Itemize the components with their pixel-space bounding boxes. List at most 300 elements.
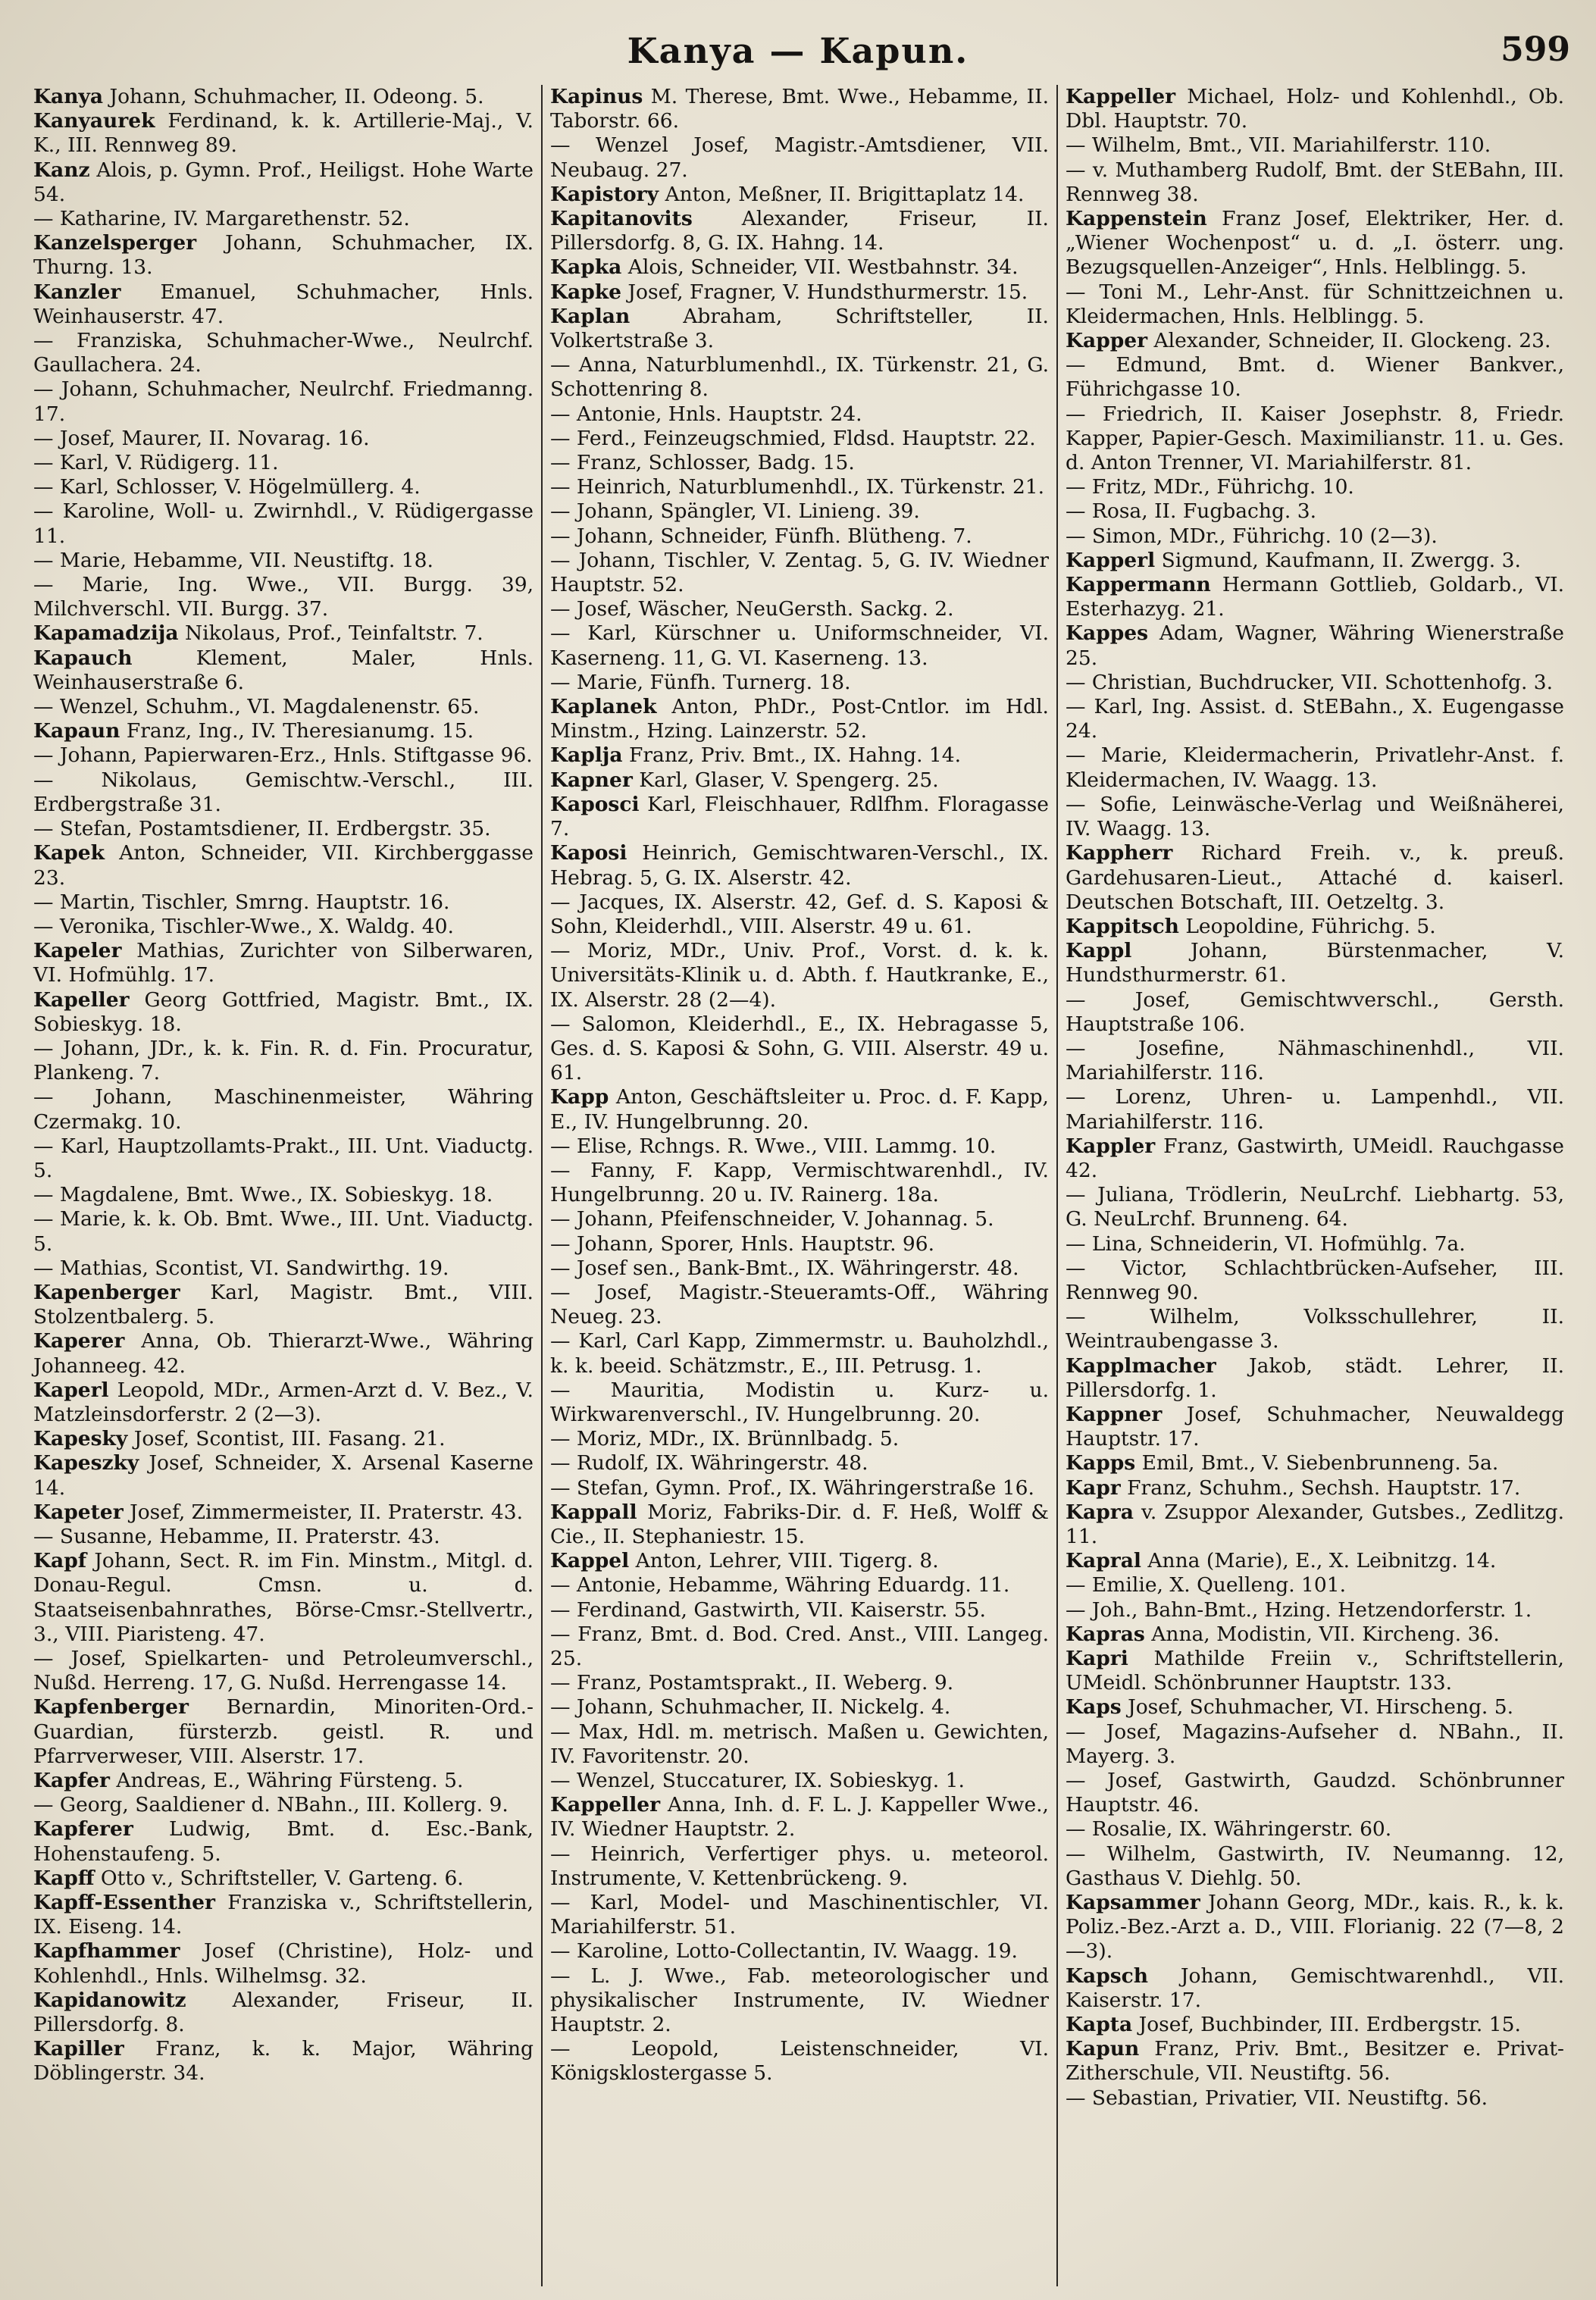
entry-details: Josef, Scontist, III. Fasang. 21. bbox=[133, 1427, 446, 1451]
entry-details: — Wilhelm, Volksschullehrer, II. Weintraubengasse 3. bbox=[1066, 1305, 1564, 1353]
directory-entry bbox=[33, 1939, 534, 1988]
directory-entry bbox=[33, 1183, 534, 1207]
directory-entry bbox=[550, 305, 1049, 353]
directory-entry bbox=[550, 353, 1049, 402]
entry-details: Mathias, Zurichter von Silberwaren, VI. Hofmühlg. 17. bbox=[33, 939, 534, 987]
directory-entry bbox=[1066, 158, 1564, 207]
directory-entry bbox=[33, 1647, 534, 1695]
entry-details: — Marie, Fünfh. Turnerg. 18. bbox=[550, 670, 851, 694]
entry-surname: Kapauch bbox=[33, 646, 133, 670]
entry-details: Franziska v., Schriftstellerin, IX. Eiseng. 14. bbox=[33, 1891, 534, 1939]
entry-surname: Kaperer bbox=[33, 1329, 125, 1353]
directory-entry bbox=[550, 183, 1049, 207]
entry-surname: Kapinus bbox=[550, 85, 643, 108]
directory-entry bbox=[33, 841, 534, 890]
entry-details: — Victor, Schlachtbrücken-Aufseher, III. Rennweg 90. bbox=[1066, 1256, 1564, 1304]
directory-entry bbox=[550, 255, 1049, 280]
entry-details: — Johann, Spängler, VI. Linieng. 39. bbox=[550, 499, 920, 524]
entry-surname: Kappeller bbox=[1066, 85, 1176, 108]
directory-entry bbox=[33, 280, 534, 329]
directory-entry bbox=[1066, 475, 1564, 499]
directory-entry bbox=[550, 793, 1049, 841]
directory-entry bbox=[550, 1720, 1049, 1769]
entry-details: Johann, Bürstenmacher, V. Hundsthurmerstr. 61. bbox=[1066, 939, 1564, 987]
directory-entry bbox=[33, 915, 534, 939]
entry-details: — Franz, Postamtsprakt., II. Weberg. 9. bbox=[550, 1671, 954, 1695]
directory-entry bbox=[1066, 915, 1564, 939]
entry-details: — Friedrich, II. Kaiser Josephstr. 8, Friedr. Kapper, Papier-Gesch. Maximilianstr. 11. u. Ges. d. Anton Trenner, VI. Mariahilferstr. 81. bbox=[1066, 402, 1564, 475]
entry-details: — Marie, Kleidermacherin, Privatlehr-Anst. f. Kleidermachen, IV. Waagg. 13. bbox=[1066, 743, 1564, 792]
directory-entry bbox=[550, 2037, 1049, 2086]
entry-details: — Stefan, Postamtsdiener, II. Erdbergstr. 35. bbox=[33, 817, 491, 841]
entry-surname: Kapner bbox=[550, 768, 633, 792]
entry-details: — Sebastian, Privatier, VII. Neustiftg. 56. bbox=[1066, 2086, 1488, 2110]
entry-details: — Susanne, Hebamme, II. Praterstr. 43. bbox=[33, 1524, 440, 1548]
directory-entry bbox=[550, 280, 1049, 305]
directory-entry bbox=[550, 1476, 1049, 1500]
entry-surname: Kanz bbox=[33, 158, 90, 182]
entry-surname: Kapr bbox=[1066, 1475, 1121, 1500]
directory-entry bbox=[550, 1793, 1049, 1842]
entry-details: Klement, Maler, Hnls. Weinhauserstraße 6. bbox=[33, 646, 534, 694]
directory-entry bbox=[33, 1451, 534, 1500]
entry-details: — Rudolf, IX. Währingerstr. 48. bbox=[550, 1451, 868, 1475]
entry-surname: Kapfenberger bbox=[33, 1695, 189, 1720]
entry-details: v. Zsuppor Alexander, Gutsbes., Zedlitzg. 11. bbox=[1066, 1500, 1564, 1548]
directory-entry bbox=[33, 158, 534, 207]
entry-details: M. Therese, Bmt. Wwe., Hebamme, II. Taborstr. 66. bbox=[550, 85, 1049, 133]
entry-surname: Kappler bbox=[1066, 1134, 1156, 1158]
entry-details: Alois, p. Gymn. Prof., Heiligst. Hohe Warte 54. bbox=[33, 158, 534, 206]
entry-surname: Kapper bbox=[1066, 329, 1148, 353]
directory-entry bbox=[33, 1695, 534, 1769]
entry-details: Anton, Meßner, II. Brigittaplatz 14. bbox=[665, 182, 1025, 206]
entry-details: — Martin, Tischler, Smrng. Hauptstr. 16. bbox=[33, 890, 450, 914]
entry-details: Karl, Glaser, V. Spengerg. 25. bbox=[639, 768, 939, 792]
directory-entry bbox=[33, 1549, 534, 1647]
entry-surname: Kapke bbox=[550, 280, 621, 304]
entry-details: Moriz, Fabriks-Dir. d. F. Heß, Wolff & Cie., II. Stephaniestr. 15. bbox=[550, 1500, 1049, 1548]
entry-details: — Karl, Carl Kapp, Zimmermstr. u. Bauholzhdl., k. k. beeid. Schätzmstr., E., III. Petrusg. 1. bbox=[550, 1329, 1049, 1378]
directory-entry bbox=[550, 1891, 1049, 1939]
directory-entry bbox=[33, 549, 534, 573]
entry-details: — Joh., Bahn-Bmt., Hzing. Hetzendorferstr. 1. bbox=[1066, 1597, 1532, 1622]
entry-details: — Josef sen., Bank-Bmt., IX. Währingerstr. 48. bbox=[550, 1256, 1019, 1280]
directory-entry bbox=[1066, 207, 1564, 280]
entry-details: — Karoline, Lotto-Collectantin, IV. Waagg. 19. bbox=[550, 1939, 1018, 1964]
entry-details: — Lorenz, Uhren- u. Lampenhdl., VII. Mariahilferstr. 116. bbox=[1066, 1085, 1564, 1134]
entry-details: — Christian, Buchdrucker, VII. Schottenhofg. 3. bbox=[1066, 670, 1554, 694]
entry-details: — Johann, Papierwaren-Erz., Hnls. Stiftgasse 96. bbox=[33, 743, 533, 768]
directory-entry bbox=[1066, 1891, 1564, 1964]
directory-entry bbox=[550, 1159, 1049, 1207]
entry-surname: Kapka bbox=[550, 255, 622, 280]
entry-surname: Kapfhammer bbox=[33, 1939, 180, 1964]
entry-surname: Kappenstein bbox=[1066, 207, 1207, 231]
directory-entry bbox=[550, 1939, 1049, 1964]
entry-surname: Kapferer bbox=[33, 1817, 133, 1842]
directory-entry bbox=[33, 1329, 534, 1378]
directory-entry bbox=[1066, 85, 1564, 133]
page-number: 599 bbox=[1501, 30, 1570, 69]
entry-details: Josef, Zimmermeister, II. Praterstr. 43. bbox=[130, 1500, 524, 1524]
entry-details: — Heinrich, Verfertiger phys. u. meteorol. Instrumente, V. Kettenbrückeng. 9. bbox=[550, 1842, 1049, 1890]
directory-entry bbox=[33, 890, 534, 915]
entry-surname: Kaplan bbox=[550, 304, 631, 328]
entry-surname: Kapistory bbox=[550, 182, 659, 206]
directory-entry bbox=[1066, 1695, 1564, 1720]
entry-details: Bernardin, Minoriten-Ord.-Guardian, fürsterzb. geistl. R. und Pfarrverweser, VIII. Alserstr. 17. bbox=[33, 1695, 534, 1768]
entry-details: — Heinrich, Naturblumenhdl., IX. Türkenstr. 21. bbox=[550, 475, 1045, 499]
entry-details: Johann, Schuhmacher, IX. Thurng. 13. bbox=[33, 231, 534, 280]
directory-entry bbox=[33, 1207, 534, 1256]
directory-entry bbox=[33, 988, 534, 1037]
directory-entry bbox=[1066, 2013, 1564, 2037]
entry-details: — Emilie, X. Quelleng. 101. bbox=[1066, 1573, 1347, 1597]
entry-details: — Franz, Bmt. d. Bod. Cred. Anst., VIII. Langeg. 25. bbox=[550, 1622, 1049, 1670]
entry-details: — Johann, Schuhmacher, Neulrchf. Friedmanng. 17. bbox=[33, 377, 534, 426]
entry-surname: Kappitsch bbox=[1066, 914, 1179, 938]
directory-entry bbox=[33, 475, 534, 499]
entry-details: — Toni M., Lehr-Anst. für Schnittzeichnen u. Kleidermachen, Hnls. Helblingg. 5. bbox=[1066, 280, 1564, 328]
directory-entry bbox=[33, 1427, 534, 1451]
directory-entry bbox=[550, 1256, 1049, 1281]
entry-details: Alexander, Friseur, II. Pillersdorfg. 8, G. IX. Hahng. 14. bbox=[550, 207, 1049, 255]
entry-details: Michael, Holz- und Kohlenhdl., Ob. Dbl. Hauptstr. 70. bbox=[1066, 85, 1564, 133]
directory-entry bbox=[1066, 573, 1564, 621]
entry-details: — Karl, Model- und Maschinentischler, VI. Mariahilferstr. 51. bbox=[550, 1891, 1049, 1939]
directory-entry bbox=[33, 646, 534, 695]
directory-entry bbox=[550, 1964, 1049, 2038]
entry-surname: Kapplmacher bbox=[1066, 1353, 1216, 1378]
directory-entry bbox=[550, 1281, 1049, 1329]
entry-details: Josef, Buchbinder, III. Erdbergstr. 15. bbox=[1138, 2013, 1521, 2037]
entry-details: — Veronika, Tischler-Wwe., X. Waldg. 40. bbox=[33, 914, 454, 938]
entry-details: — Marie, k. k. Ob. Bmt. Wwe., III. Unt. Viaductg. 5. bbox=[33, 1207, 534, 1256]
entry-details: Georg Gottfried, Magistr. Bmt., IX. Sobieskyg. 18. bbox=[33, 987, 534, 1036]
entry-details: Franz, k. k. Major, Währing Döblingerstr. 34. bbox=[33, 2037, 534, 2086]
directory-entry bbox=[1066, 1647, 1564, 1695]
entry-details: — Mauritia, Modistin u. Kurz- u. Wirkwarenverschl., IV. Hungelbrunng. 20. bbox=[550, 1378, 1049, 1426]
entry-details: — Wenzel, Stuccaturer, IX. Sobieskyg. 1. bbox=[550, 1769, 965, 1793]
directory-entry bbox=[550, 743, 1049, 768]
entry-surname: Kapps bbox=[1066, 1451, 1136, 1475]
directory-entry bbox=[550, 1329, 1049, 1378]
directory-entry bbox=[550, 1573, 1049, 1597]
entry-details: — Josefine, Nähmaschinenhdl., VII. Mariahilferstr. 116. bbox=[1066, 1036, 1564, 1085]
entry-surname: Kapff-Essenther bbox=[33, 1891, 215, 1915]
entry-surname: Kapp bbox=[550, 1085, 609, 1109]
directory-entry bbox=[550, 133, 1049, 182]
directory-entry bbox=[33, 939, 534, 987]
entry-surname: Kapun bbox=[1066, 2037, 1140, 2061]
entry-details: Emil, Bmt., V. Siebenbrunneng. 5a. bbox=[1141, 1451, 1499, 1475]
directory-entry bbox=[550, 890, 1049, 939]
entry-details: Leopoldine, Führichg. 5. bbox=[1185, 914, 1436, 938]
directory-entry bbox=[1066, 353, 1564, 402]
entry-details: — Josef, Maurer, II. Novarag. 16. bbox=[33, 426, 370, 450]
page-header bbox=[26, 26, 1570, 80]
directory-entry bbox=[1066, 1305, 1564, 1353]
directory-entry bbox=[1066, 1232, 1564, 1256]
directory-entry bbox=[1066, 133, 1564, 158]
entry-details: — Juliana, Trödlerin, NeuLrchf. Liebhartg. 53, G. NeuLrchf. Brunneng. 64. bbox=[1066, 1183, 1564, 1231]
directory-entry bbox=[1066, 793, 1564, 841]
entry-details: Johann Georg, MDr., kais. R., k. k. Poliz.-Bez.-Arzt a. D., VIII. Florianig. 22 (7—8, 2—3). bbox=[1066, 1891, 1564, 1964]
entry-details: — Rosa, II. Fugbachg. 3. bbox=[1066, 499, 1317, 524]
directory-entry bbox=[550, 1451, 1049, 1475]
entry-details: — Johann, Schuhmacher, II. Nickelg. 4. bbox=[550, 1695, 951, 1720]
entry-surname: Kapek bbox=[33, 841, 105, 865]
directory-entry bbox=[1066, 499, 1564, 524]
entry-details: — Stefan, Gymn. Prof., IX. Währingerstraße 16. bbox=[550, 1475, 1034, 1500]
entry-details: Richard Freih. v., k. preuß. Gardehusaren-Lieut., Attaché d. kaiserl. Deutschen Botschaft, III. Oetzeltg. 3. bbox=[1066, 841, 1564, 914]
entry-details: — Karl, Schlosser, V. Högelmüllerg. 4. bbox=[33, 475, 421, 499]
directory-entry bbox=[1066, 1256, 1564, 1305]
directory-entry bbox=[33, 573, 534, 621]
entry-details: — Antonie, Hnls. Hauptstr. 24. bbox=[550, 402, 862, 426]
directory-entry bbox=[1066, 1134, 1564, 1183]
directory-entry bbox=[33, 329, 534, 377]
directory-entry bbox=[33, 1817, 534, 1866]
directory-entry bbox=[1066, 2086, 1564, 2111]
directory-entry bbox=[33, 1525, 534, 1549]
directory-entry bbox=[33, 1281, 534, 1329]
entry-details: — Marie, Ing. Wwe., VII. Burgg. 39, Milchverschl. VII. Burgg. 37. bbox=[33, 573, 534, 621]
entry-surname: Kaposi bbox=[550, 841, 627, 865]
entry-details: Josef, Schneider, X. Arsenal Kaserne 14. bbox=[33, 1451, 534, 1500]
entry-surname: Kapesky bbox=[33, 1427, 128, 1451]
entry-details: — Simon, MDr., Führichg. 10 (2—3). bbox=[1066, 524, 1438, 548]
directory-columns bbox=[26, 85, 1572, 2286]
directory-entry bbox=[33, 377, 534, 426]
entry-surname: Kappes bbox=[1066, 621, 1149, 646]
entry-surname: Kapiller bbox=[33, 2037, 124, 2061]
directory-entry bbox=[550, 621, 1049, 670]
entry-details: — Elise, Rchngs. R. Wwe., VIII. Lammg. 10. bbox=[550, 1134, 997, 1158]
entry-details: Anton, Geschäftsleiter u. Proc. d. F. Kapp, E., IV. Hungelbrunng. 20. bbox=[550, 1085, 1049, 1134]
directory-entry bbox=[33, 207, 534, 231]
entry-details: Johann, Sect. R. im Fin. Minstm., Mitgl. d. Donau-Regul. Cmsn. u. d. Staatseisenbahnrathes, Börse-Cmsr.-Stellvertr., 3., VIII. Piaristeng. 47. bbox=[33, 1549, 534, 1646]
entry-details: — Johann, Sporer, Hnls. Hauptstr. 96. bbox=[550, 1231, 935, 1256]
entry-details: — L. J. Wwe., Fab. meteorologischer und physikalischer Instrumente, IV. Wiedner Hauptstr. 2. bbox=[550, 1964, 1049, 2037]
directory-entry bbox=[1066, 621, 1564, 670]
entry-surname: Kapsammer bbox=[1066, 1891, 1200, 1915]
entry-details: Mathilde Freiin v., Schriftstellerin, UMeidl. Schönbrunner Hauptstr. 133. bbox=[1066, 1647, 1564, 1695]
directory-entry bbox=[33, 1989, 534, 2037]
entry-details: — Ferd., Feinzeugschmied, Fldsd. Hauptstr. 22. bbox=[550, 426, 1036, 450]
directory-entry bbox=[550, 1598, 1049, 1623]
entry-details: Nikolaus, Prof., Teinfaltstr. 7. bbox=[184, 621, 483, 646]
directory-entry bbox=[550, 1085, 1049, 1134]
directory-entry bbox=[550, 1623, 1049, 1671]
entry-details: — Marie, Hebamme, VII. Neustiftg. 18. bbox=[33, 548, 433, 572]
column-3 bbox=[1056, 85, 1572, 2286]
directory-entry bbox=[550, 939, 1049, 1012]
entry-details: — Mathias, Scontist, VI. Sandwirthg. 19. bbox=[33, 1256, 449, 1280]
entry-details: Heinrich, Gemischtwaren-Verschl., IX. Hebrag. 5, G. IX. Alserstr. 42. bbox=[550, 841, 1049, 890]
directory-entry bbox=[550, 1695, 1049, 1720]
entry-details: Franz, Priv. Bmt., IX. Hahng. 14. bbox=[629, 743, 962, 768]
entry-details: Anna, Ob. Thierarzt-Wwe., Währing Johanneeg. 42. bbox=[33, 1329, 534, 1378]
entry-surname: Kapaun bbox=[33, 719, 120, 743]
directory-entry bbox=[550, 524, 1049, 549]
entry-surname: Kappherr bbox=[1066, 841, 1173, 865]
directory-entry bbox=[550, 1549, 1049, 1573]
directory-entry bbox=[550, 499, 1049, 524]
entry-surname: Kapitanovits bbox=[550, 207, 693, 231]
entry-surname: Kapamadzija bbox=[33, 621, 179, 646]
directory-entry bbox=[550, 207, 1049, 255]
entry-surname: Kapta bbox=[1066, 2013, 1133, 2037]
directory-entry bbox=[550, 451, 1049, 475]
directory-entry bbox=[1066, 1403, 1564, 1451]
entry-surname: Kapeter bbox=[33, 1500, 124, 1524]
directory-entry bbox=[33, 768, 534, 817]
directory-entry bbox=[1066, 743, 1564, 792]
entry-details: — Max, Hdl. m. metrisch. Maßen u. Gewichten, IV. Favoritenstr. 20. bbox=[550, 1720, 1049, 1768]
entry-surname: Kapeszky bbox=[33, 1451, 139, 1475]
entry-details: Franz Josef, Elektriker, Her. d. „Wiener Wochenpost“ u. d. „I. österr. ung. Bezugsquellen-Anzeiger“, Hnls. Helblingg. 5. bbox=[1066, 207, 1564, 280]
entry-surname: Kanzler bbox=[33, 280, 121, 304]
entry-details: — Karl, Kürschner u. Uniformschneider, VI. Kaserneng. 11, G. VI. Kaserneng. 13. bbox=[550, 621, 1049, 670]
entry-details: Anna (Marie), E., X. Leibnitzg. 14. bbox=[1147, 1549, 1497, 1573]
directory-entry bbox=[1066, 1354, 1564, 1403]
entry-details: — Karl, Hauptzollamts-Prakt., III. Unt. Viaductg. 5. bbox=[33, 1134, 534, 1182]
directory-entry bbox=[1066, 1500, 1564, 1549]
entry-details: — Josef, Magazins-Aufseher d. NBahn., II. Mayerg. 3. bbox=[1066, 1720, 1564, 1768]
entry-details: Karl, Magistr. Bmt., VIII. Stolzentbalerg. 5. bbox=[33, 1280, 534, 1329]
entry-details: Jakob, städt. Lehrer, II. Pillersdorfg. 1. bbox=[1066, 1353, 1564, 1402]
directory-entry bbox=[550, 549, 1049, 597]
entry-surname: Kaplanek bbox=[550, 695, 657, 719]
directory-entry bbox=[550, 695, 1049, 743]
directory-entry bbox=[550, 1500, 1049, 1549]
entry-details: — Jacques, IX. Alserstr. 42, Gef. d. S. Kaposi & Sohn, Kleiderhdl., VIII. Alserstr. 49 u. 61. bbox=[550, 890, 1049, 938]
entry-surname: Kapri bbox=[1066, 1647, 1128, 1670]
entry-details: — Fanny, F. Kapp, Vermischtwarenhdl., IV. Hungelbrunng. 20 u. IV. Rainerg. 18a. bbox=[550, 1158, 1049, 1207]
directory-entry bbox=[33, 719, 534, 743]
directory-entry bbox=[33, 427, 534, 451]
entry-details: Ferdinand, k. k. Artillerie-Maj., V. K., III. Rennweg 89. bbox=[33, 109, 534, 158]
directory-entry bbox=[33, 1378, 534, 1427]
entry-surname: Kanyaurek bbox=[33, 109, 155, 133]
directory-entry bbox=[1066, 1037, 1564, 1085]
entry-surname: Kapidanowitz bbox=[33, 1988, 186, 2012]
entry-surname: Kaplja bbox=[550, 743, 623, 768]
entry-details: — Franziska, Schuhmacher-Wwe., Neulrchf. Gaullachera. 24. bbox=[33, 329, 534, 377]
directory-entry bbox=[550, 1134, 1049, 1159]
entry-details: Josef (Christine), Holz- und Kohlenhdl., Hnls. Wilhelmsg. 32. bbox=[33, 1939, 534, 1988]
entry-surname: Kapras bbox=[1066, 1622, 1145, 1646]
directory-entry bbox=[550, 1378, 1049, 1427]
entry-surname: Kapenberger bbox=[33, 1280, 180, 1304]
directory-entry bbox=[1066, 1817, 1564, 1842]
directory-entry bbox=[33, 1793, 534, 1817]
entry-details: Karl, Fleischhauer, Rdlfhm. Floragasse 7. bbox=[550, 792, 1049, 841]
entry-details: Anna, Inh. d. F. L. J. Kappeller Wwe., IV. Wiedner Hauptstr. 2. bbox=[550, 1793, 1049, 1842]
entry-surname: Kapra bbox=[1066, 1500, 1134, 1524]
entry-details: — Anna, Naturblumenhdl., IX. Türkenstr. 21, G. Schottenring 8. bbox=[550, 353, 1049, 402]
entry-details: Franz, Gastwirth, UMeidl. Rauchgasse 42. bbox=[1066, 1134, 1564, 1182]
entry-surname: Kapfer bbox=[33, 1769, 110, 1793]
directory-entry bbox=[550, 1671, 1049, 1695]
entry-details: — Johann, Schneider, Fünfh. Blütheng. 7. bbox=[550, 524, 972, 548]
directory-entry bbox=[550, 1769, 1049, 1793]
directory-entry bbox=[33, 109, 534, 158]
entry-surname: Kappel bbox=[550, 1549, 630, 1573]
entry-details: — Leopold, Leistenschneider, VI. Königsklostergasse 5. bbox=[550, 2037, 1049, 2086]
directory-entry bbox=[1066, 671, 1564, 695]
directory-entry bbox=[550, 475, 1049, 499]
entry-details: — Wilhelm, Bmt., VII. Mariahilferstr. 110. bbox=[1066, 133, 1491, 158]
entry-details: Franz, Ing., IV. Theresianumg. 15. bbox=[126, 719, 474, 743]
directory-entry bbox=[1066, 280, 1564, 329]
directory-entry bbox=[1066, 329, 1564, 353]
directory-entry bbox=[33, 1867, 534, 1891]
directory-entry bbox=[550, 1427, 1049, 1451]
entry-surname: Kanya bbox=[33, 85, 104, 108]
entry-surname: Kappeller bbox=[550, 1793, 661, 1817]
entry-surname: Kappner bbox=[1066, 1402, 1163, 1426]
directory-entry bbox=[1066, 1183, 1564, 1231]
entry-details: Hermann Gottlieb, Goldarb., VI. Esterhazyg. 21. bbox=[1066, 573, 1564, 621]
entry-surname: Kaperl bbox=[33, 1378, 109, 1402]
directory-entry bbox=[1066, 1549, 1564, 1573]
directory-entry bbox=[33, 85, 534, 109]
entry-details: Sigmund, Kaufmann, II. Zwergg. 3. bbox=[1161, 548, 1521, 572]
entry-details: — Salomon, Kleiderhdl., E., IX. Hebragasse 5, Ges. d. S. Kaposi & Sohn, G. VIII. Alserstr. 49 u. 61. bbox=[550, 1012, 1049, 1085]
entry-details: Adam, Wagner, Währing Wienerstraße 25. bbox=[1066, 621, 1564, 670]
entry-details: — Johann, Maschinenmeister, Währing Czermakg. 10. bbox=[33, 1085, 534, 1134]
entry-details: — Johann, Tischler, V. Zentag. 5, G. IV. Wiedner Hauptstr. 52. bbox=[550, 548, 1049, 597]
directory-entry bbox=[33, 743, 534, 768]
entry-details: Otto v., Schriftsteller, V. Garteng. 6. bbox=[100, 1866, 464, 1890]
directory-entry bbox=[33, 499, 534, 548]
directory-entry bbox=[1066, 695, 1564, 743]
entry-surname: Kapral bbox=[1066, 1549, 1141, 1573]
entry-details: Alexander, Friseur, II. Pillersdorfg. 8. bbox=[33, 1988, 534, 2037]
entry-surname: Kapeller bbox=[33, 987, 130, 1012]
directory-entry bbox=[550, 1232, 1049, 1256]
directory-entry bbox=[1066, 1476, 1564, 1500]
entry-details: Josef, Fragner, V. Hundsthurmerstr. 15. bbox=[627, 280, 1028, 304]
directory-entry bbox=[550, 85, 1049, 133]
directory-entry bbox=[33, 451, 534, 475]
directory-entry bbox=[1066, 1720, 1564, 1769]
entry-surname: Kapsch bbox=[1066, 1964, 1149, 1988]
entry-details: — Nikolaus, Gemischtw.-Verschl., III. Erdbergstraße 31. bbox=[33, 768, 534, 816]
directory-entry bbox=[33, 231, 534, 280]
directory-entry bbox=[1066, 1573, 1564, 1597]
entry-surname: Kapeler bbox=[33, 939, 122, 963]
entry-details: — Josef, Spielkarten- und Petroleumverschl., Nußd. Herreng. 17, G. Nußd. Herrengasse 14. bbox=[33, 1647, 534, 1695]
directory-entry bbox=[1066, 549, 1564, 573]
entry-surname: Kaps bbox=[1066, 1695, 1122, 1720]
entry-details: — Magdalene, Bmt. Wwe., IX. Sobieskyg. 18. bbox=[33, 1183, 493, 1207]
entry-details: — Johann, JDr., k. k. Fin. R. d. Fin. Procuratur, Plankeng. 7. bbox=[33, 1036, 534, 1085]
entry-details: — Franz, Schlosser, Badg. 15. bbox=[550, 451, 855, 475]
directory-entry bbox=[33, 1256, 534, 1281]
entry-details: Franz, Schuhm., Sechsh. Hauptstr. 17. bbox=[1127, 1475, 1521, 1500]
directory-entry bbox=[1066, 1964, 1564, 2013]
entry-details: — Wenzel Josef, Magistr.-Amtsdiener, VII. Neubaug. 27. bbox=[550, 133, 1049, 182]
entry-details: — v. Muthamberg Rudolf, Bmt. der StEBahn, III. Rennweg 38. bbox=[1066, 158, 1564, 206]
entry-details: — Josef, Gastwirth, Gaudzd. Schönbrunner Hauptstr. 46. bbox=[1066, 1769, 1564, 1817]
entry-surname: Kaposci bbox=[550, 792, 640, 816]
entry-details: — Wilhelm, Gastwirth, IV. Neumanng. 12, Gasthaus V. Diehlg. 50. bbox=[1066, 1842, 1564, 1890]
entry-details: Josef, Schuhmacher, Neuwaldegg Hauptstr. 17. bbox=[1066, 1402, 1564, 1451]
